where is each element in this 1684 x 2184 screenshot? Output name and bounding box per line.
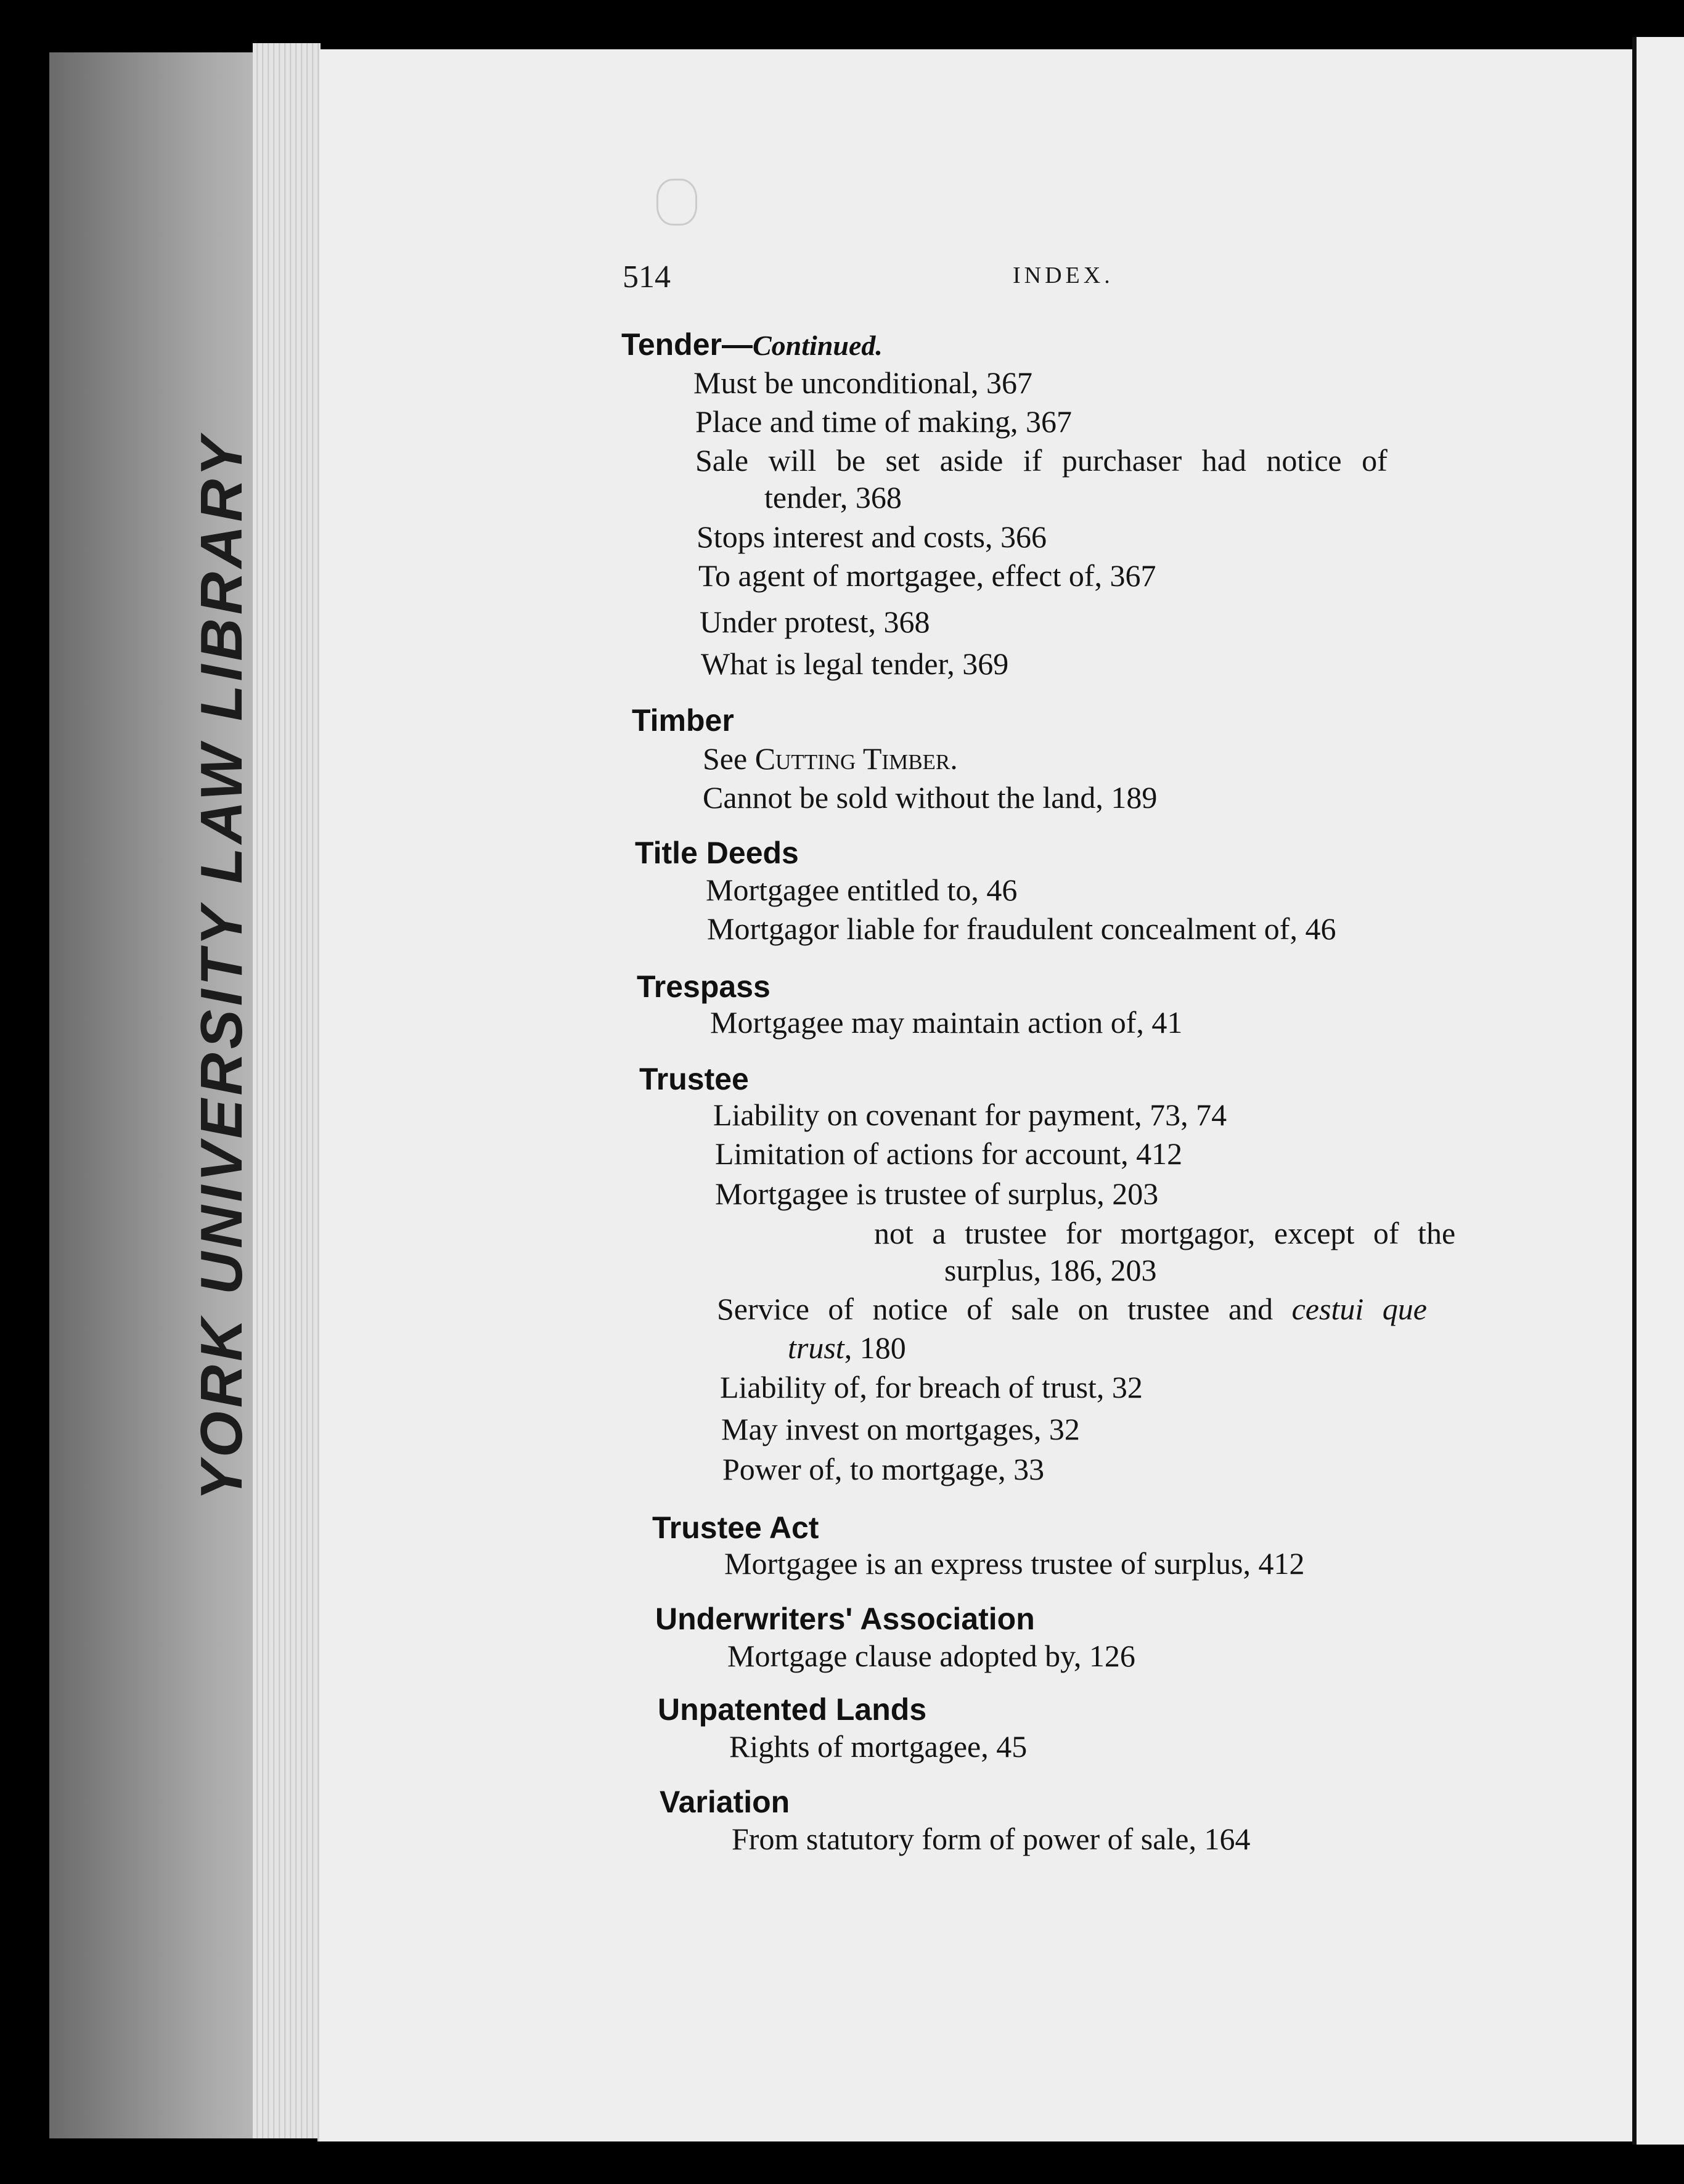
subentry: Mortgage clause adopted by, 126 — [727, 1639, 1135, 1673]
entry-heading-underwriters-association: Underwriters' Association — [655, 1602, 1035, 1636]
subentry: Liability on covenant for payment, 73, 74 — [713, 1098, 1227, 1132]
latin-term: cestui que — [1291, 1292, 1427, 1326]
subentry: Place and time of making, 367 — [695, 404, 1072, 439]
subentry: Power of, to mortgage, 33 — [722, 1452, 1045, 1486]
subentry: What is legal tender, 369 — [701, 646, 1009, 681]
subentry: Must be unconditional, 367 — [693, 365, 1032, 400]
subentry-nested: not a trustee for mortgagor, except of the — [874, 1216, 1456, 1250]
subentry: Stops interest and costs, 366 — [697, 520, 1047, 554]
tender-heading-text: Tender— — [621, 327, 753, 362]
subentry: Mortgagee is an express trustee of surplus, 412 — [724, 1546, 1305, 1581]
subentry: Mortgagee may maintain action of, 41 — [710, 1005, 1183, 1040]
page-ref: , 180 — [844, 1330, 906, 1365]
running-head: INDEX. — [1013, 263, 1114, 288]
subentry-cross-reference — [703, 741, 958, 776]
subentry: Mortgagee is trustee of surplus, 203 — [715, 1176, 1159, 1211]
entry-heading-unpatented-lands: Unpatented Lands — [658, 1692, 927, 1727]
subentry-text: Service of notice of sale on trustee and — [717, 1292, 1273, 1326]
subentry: Liability of, for breach of trust, 32 — [720, 1370, 1143, 1404]
subentry: Mortgagor liable for fraudulent concealment of, 46 — [707, 911, 1336, 946]
entry-heading-title-deeds: Title Deeds — [635, 836, 799, 870]
entry-heading-timber: Timber — [632, 703, 734, 738]
subentry: From statutory form of power of sale, 164 — [732, 1822, 1251, 1856]
facing-page-edge — [1637, 37, 1684, 2145]
subentry: Sale will be set aside if purchaser had notice of — [695, 443, 1388, 478]
continued-label: Continued. — [753, 330, 883, 361]
subentry: May invest on mortgages, 32 — [721, 1412, 1080, 1446]
subentry — [717, 1291, 1427, 1327]
entry-heading-trustee-act: Trustee Act — [652, 1510, 819, 1545]
entry-heading-trespass: Trespass — [637, 969, 770, 1004]
subentry-continuation: tender, 368 — [764, 480, 902, 515]
subentry: Rights of mortgagee, 45 — [729, 1729, 1028, 1764]
library-stamp-text: YORK UNIVERSITY LAW LIBRARY — [189, 433, 255, 1501]
subentry: Under protest, 368 — [700, 605, 930, 639]
smudge-mark — [656, 179, 697, 226]
subentry-continuation: surplus, 186, 203 — [944, 1253, 1157, 1287]
subentry-continuation — [788, 1330, 906, 1366]
see-label: See — [703, 741, 755, 776]
latin-term: trust — [788, 1330, 844, 1365]
subentry: To agent of mortgagee, effect of, 367 — [698, 558, 1156, 593]
subentry: Cannot be sold without the land, 189 — [703, 780, 1158, 815]
cross-reference-target: Cutting Timber. — [754, 741, 958, 776]
library-stamp — [185, 433, 259, 1501]
subentry: Limitation of actions for account, 412 — [715, 1136, 1183, 1171]
entry-heading-variation: Variation — [660, 1785, 790, 1819]
entry-heading-tender — [621, 327, 883, 362]
page-stack-lines — [253, 43, 321, 2138]
page-number: 514 — [623, 259, 671, 295]
subentry: Mortgagee entitled to, 46 — [706, 873, 1018, 907]
entry-heading-trustee: Trustee — [639, 1062, 749, 1096]
